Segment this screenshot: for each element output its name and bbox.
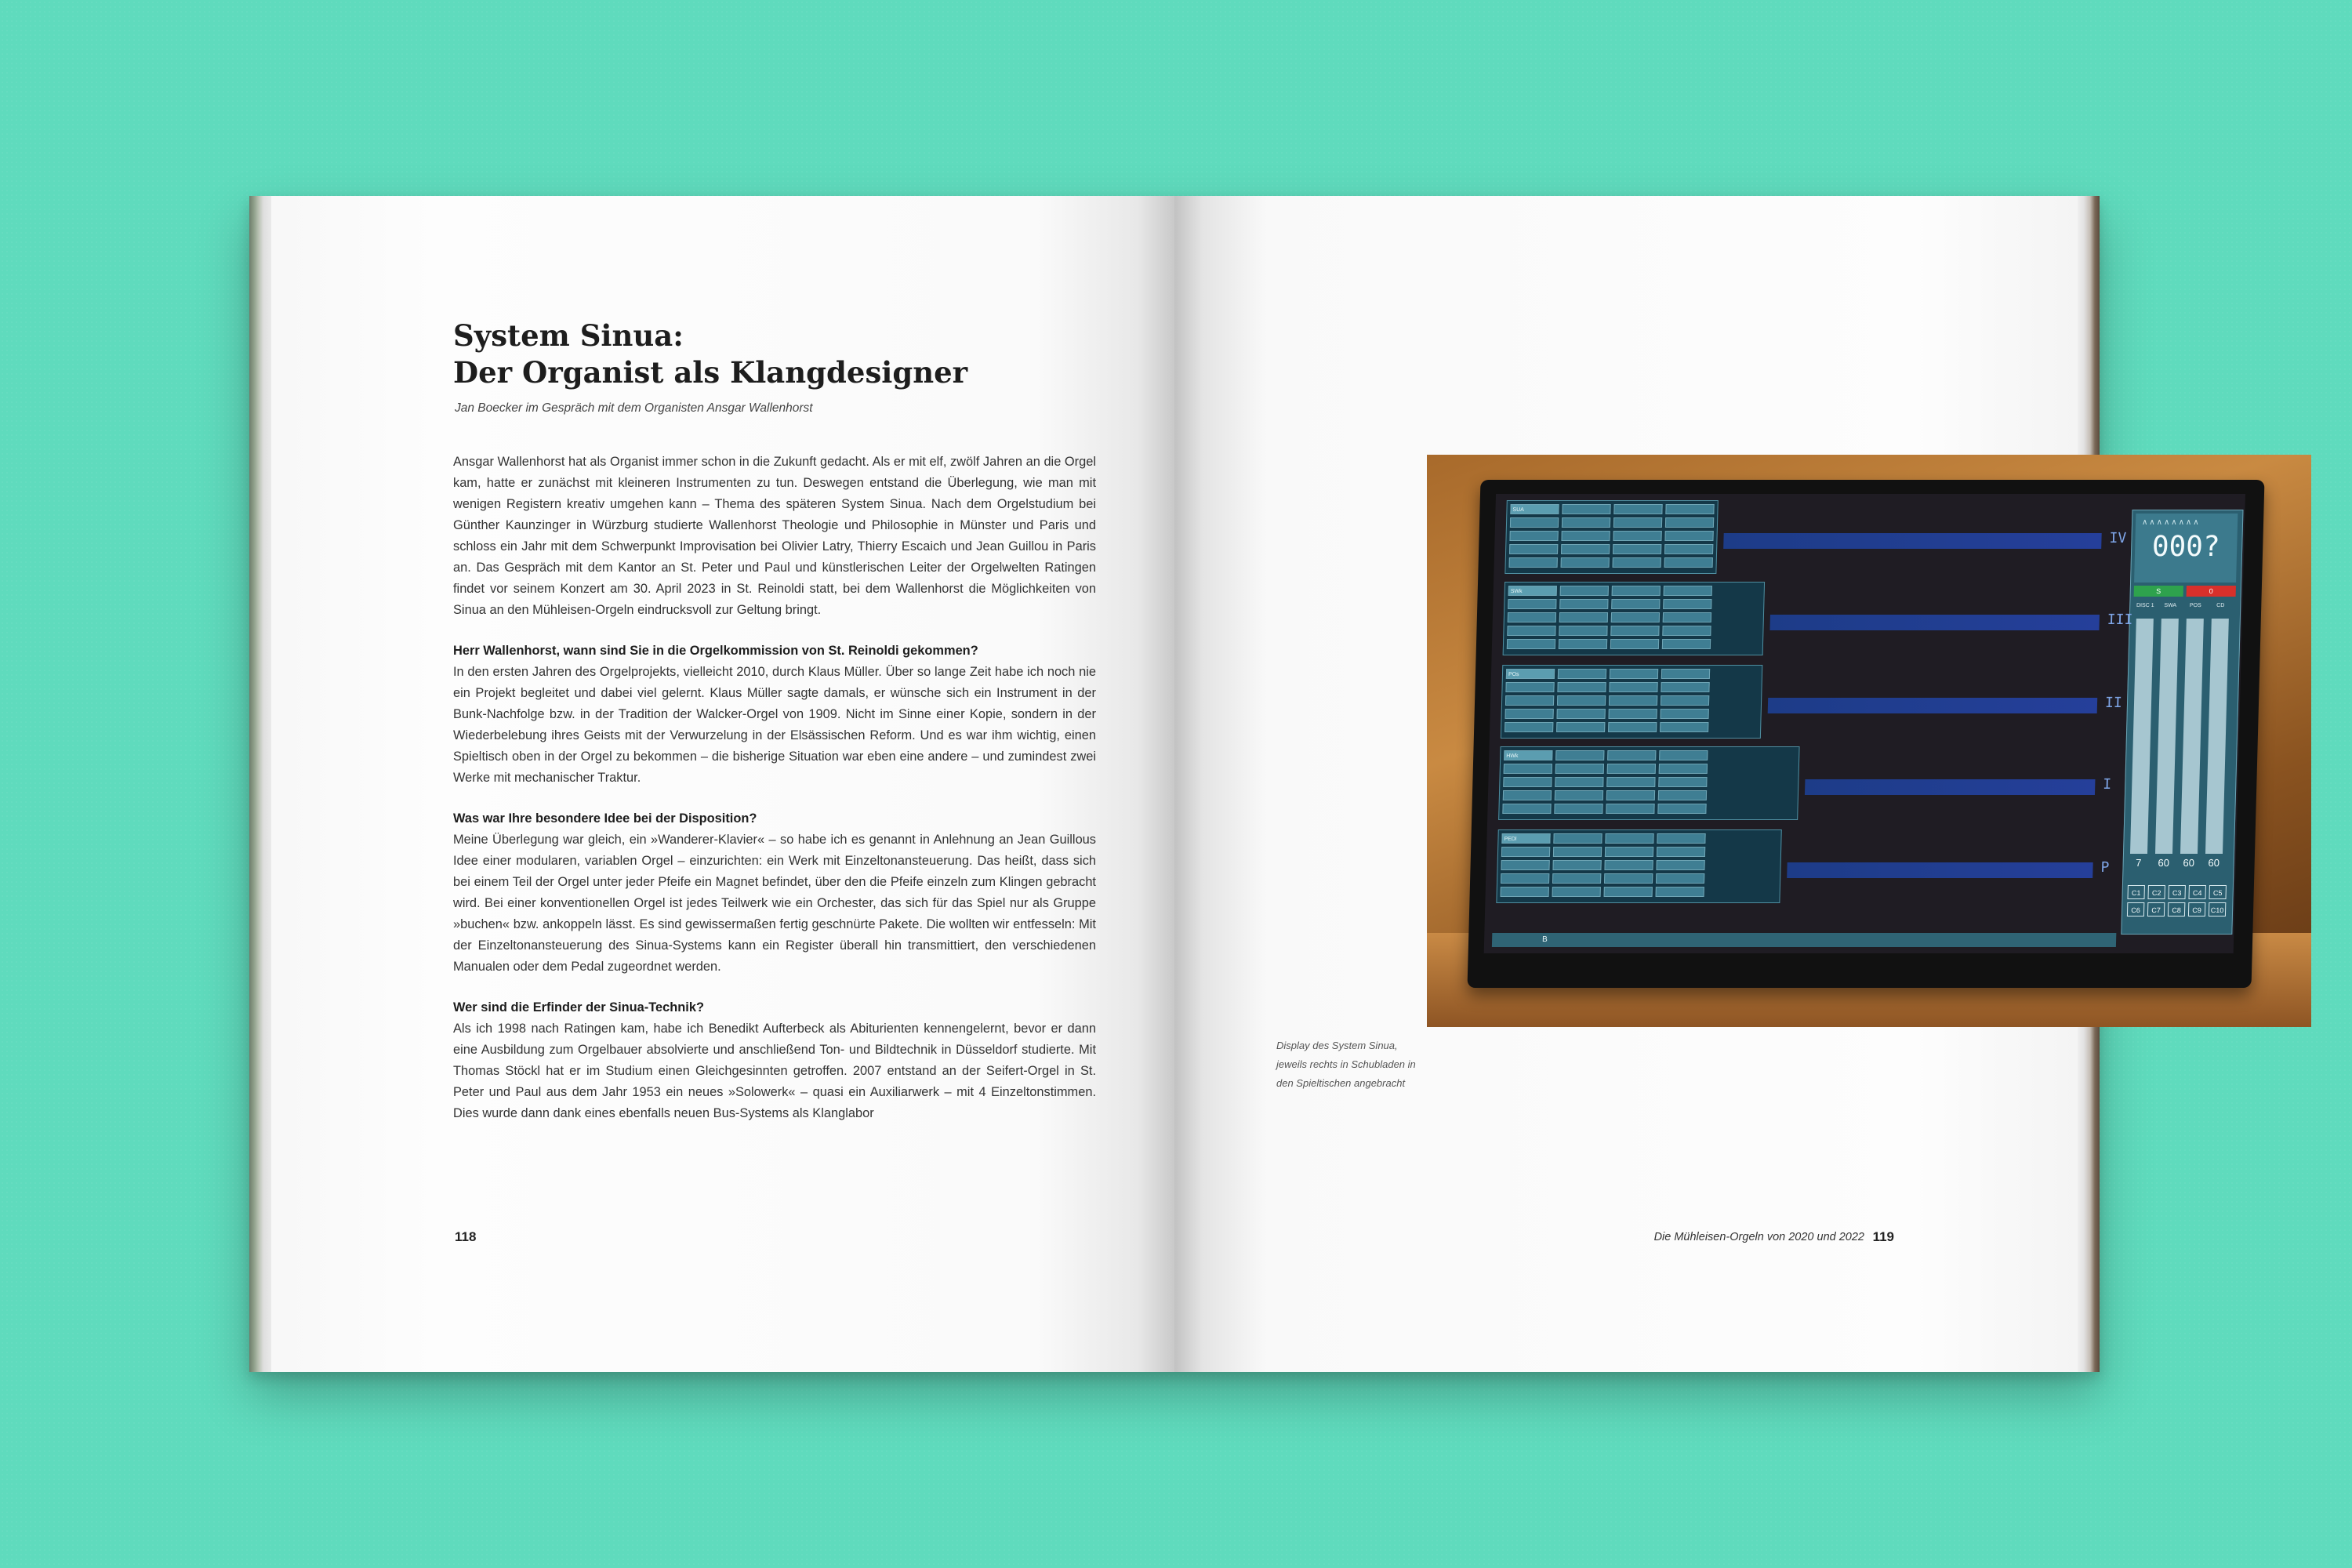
register-cell: [1661, 695, 1709, 706]
register-cell: [1608, 709, 1657, 719]
register-cell: [1661, 682, 1709, 692]
control-panel: [2121, 510, 2243, 935]
page-number-left: 118: [455, 1229, 477, 1244]
register-cell: [1553, 833, 1602, 844]
register-cell: [1613, 504, 1662, 514]
register-cell: [1561, 531, 1610, 541]
register-cell: [1552, 860, 1601, 870]
register-cell: [1658, 790, 1707, 800]
slider-value: 7: [2135, 857, 2142, 869]
register-cell: [1665, 504, 1714, 514]
question-2: Was war Ihre besondere Idee bei der Disposition?: [453, 811, 757, 826]
volume-slider: [2180, 619, 2204, 854]
register-cell: [1501, 860, 1549, 870]
register-cell: [1660, 709, 1708, 719]
open-book: [249, 196, 2225, 1372]
register-cell: [1504, 709, 1553, 719]
register-cell: [1556, 709, 1605, 719]
register-cell: [1559, 599, 1608, 609]
register-cell: [1665, 517, 1714, 528]
register-cell: [1607, 750, 1656, 760]
qa-block-1: [453, 641, 1096, 789]
green-button: S: [2134, 586, 2183, 597]
caption-line-3: den Spieltischen angebracht: [1276, 1077, 1406, 1089]
caption-line-2: jeweils rechts in Schubladen in: [1276, 1058, 1416, 1070]
register-cell: [1554, 804, 1602, 814]
register-cell: [1663, 599, 1711, 609]
register-cell: [1608, 722, 1657, 732]
manual-bar: [1805, 779, 2096, 795]
register-cell: [1559, 639, 1607, 649]
register-cell: [1509, 544, 1558, 554]
register-cell: [1562, 517, 1610, 528]
register-cell: [1509, 531, 1558, 541]
left-page: [249, 196, 1174, 1372]
register-cell: [1507, 639, 1555, 649]
register-cell: [1610, 669, 1658, 679]
zigzag-icon: ∧∧∧∧∧∧∧∧: [2141, 518, 2201, 527]
register-cell: [1604, 860, 1653, 870]
combination-button: C5: [2209, 885, 2226, 899]
register-cell: [1661, 669, 1710, 679]
register-cell: [1555, 790, 1603, 800]
register-cell: PEDl: [1501, 833, 1550, 844]
question-3: Wer sind die Erfinder der Sinua-Technik?: [453, 1000, 704, 1014]
register-cell: [1553, 847, 1602, 857]
register-cell: [1552, 887, 1601, 897]
caption-line-1: Display des System Sinua,: [1276, 1040, 1398, 1051]
register-cell: [1657, 833, 1705, 844]
register-cell: [1657, 804, 1706, 814]
volume-slider: [2205, 619, 2229, 854]
article-title: [453, 318, 967, 391]
register-cell: [1612, 586, 1661, 596]
combination-button: C2: [2147, 885, 2165, 899]
slider-value: 60: [2183, 857, 2195, 869]
article-body: [453, 452, 1096, 1144]
register-cell: [1659, 750, 1708, 760]
bottom-label: B: [1541, 935, 1548, 944]
qa-block-2: [453, 808, 1096, 978]
article-subtitle: Jan Boecker im Gespräch mit dem Organisten Ansgar Wallenhorst: [455, 401, 813, 415]
register-group: [1503, 582, 1765, 655]
register-cell: [1656, 873, 1704, 884]
combination-button: C3: [2168, 885, 2185, 899]
manual-label: IV: [2109, 530, 2127, 546]
sinua-display-photo: [1427, 455, 2311, 1025]
register-cell: [1505, 695, 1554, 706]
bottom-strip: [1492, 933, 2116, 947]
register-cell: [1558, 669, 1606, 679]
page-number-right: 119: [1872, 1229, 1894, 1244]
page-edge-left: [249, 196, 271, 1372]
register-cell: [1501, 847, 1550, 857]
register-cell: [1559, 626, 1607, 636]
slider-value: 60: [2208, 857, 2220, 869]
intro-paragraph: Ansgar Wallenhorst hat als Organist immer schon in die Zukunft gedacht. Als er mit elf, zwölf Jahren an die Orgel kam, hatte er zunächst mit kleineren Instrumenten zu tun. Deswegen entstand die Überlegung, wie man mit wenigen Registern kreativ umgehen kann – Thema des späteren System Sinua. Nach dem Orgelstudium bei Günther Kaunzinger in Würzburg studierte Wallenhorst Theologie und Philosophie in Münster und Paris und schloss ein Jahr mit dem Schwerpunkt Improvisation bei Olivier Latry, Thierry Escaich und Jean Guillou in Paris an. Das Gespräch mit dem Kantor an St. Peter und Paul und künstlerischen Leiter der Orgelwelten Ratingen findet vor seinem Konzert am 30. April 2023 in St. Reinoldi statt, bei dem Wallenhorst die Möglichkeiten von Sinua an den Mühleisen-Orgeln eindrucksvoll zur Geltung bringt.: [453, 455, 1096, 617]
answer-3: Als ich 1998 nach Ratingen kam, habe ich Benedikt Aufterbeck als Abiturienten kennengelernt, bevor er dann eine Ausbildung zum Orgelbauer absolvierte und anschließend Ton- und Bildtechnik in Düsseldorf studierte. Mit Thomas Stöckl hat er im Studium einen Gleichgesinnten getroffen. 2007 entstand an der Seifert-Orgel in St. Peter und Paul aus dem Jahr 1953 ein neues »Solowerk« – quasi ein Auxiliarwerk – mit 4 Einzeltonstimmen. Dies wurde dann dank eines ebenfalls neuen Bus-Systems als Klanglabor: [453, 1022, 1096, 1120]
register-cell: [1560, 586, 1609, 596]
touch-monitor: [1468, 480, 2265, 988]
answer-1: In den ersten Jahren des Orgelprojekts, vielleicht 2010, durch Klaus Müller. Über so lange Zeit habe ich noch nie ein Projekt begleitet und dabei viel gelernt. Klaus Müller sagte damals, er wünsche sich ein Instrument in der Bunk-Nachfolge bzw. in der Tradition der Walcker-Orgel von 1909. Nicht im Sinne einer Kopie, sondern in der Wiederbelebung ihres Geists mit der Verwurzelung in der Elsässischen Reform. Und es war ihm wichtig, einen Spieltisch oben in der Orgel zu bekommen – die bisherige Situation war eben eine andere – und zumindest zwei Werke mit mechanischer Traktur.: [453, 665, 1096, 785]
register-cell: [1656, 887, 1704, 897]
register-group: [1498, 746, 1799, 820]
register-cell: [1505, 682, 1554, 692]
register-cell: [1509, 557, 1558, 568]
register-cell: [1559, 612, 1608, 622]
register-group: [1501, 665, 1762, 739]
red-button: 0: [2187, 586, 2236, 597]
register-cell: [1660, 722, 1708, 732]
register-cell: POs: [1506, 669, 1555, 679]
right-page: [1174, 196, 2225, 1372]
register-cell: [1504, 764, 1552, 774]
volume-slider: [2130, 619, 2154, 854]
register-cell: [1656, 860, 1704, 870]
register-cell: [1557, 682, 1606, 692]
register-cell: [1611, 612, 1660, 622]
register-cell: [1504, 722, 1553, 732]
register-cell: [1507, 626, 1555, 636]
volume-slider: [2155, 619, 2179, 854]
register-cell: [1555, 764, 1604, 774]
register-group: [1504, 500, 1718, 574]
slider-label: SWA: [2164, 603, 2177, 608]
manual-bar: [1768, 698, 2098, 713]
register-cell: [1609, 695, 1657, 706]
register-cell: [1508, 599, 1556, 609]
register-cell: [1606, 777, 1655, 787]
combination-button: C9: [2188, 902, 2205, 916]
register-cell: HWk: [1504, 750, 1552, 760]
register-cell: [1501, 887, 1549, 897]
register-cell: [1561, 544, 1610, 554]
register-cell: [1508, 612, 1556, 622]
register-cell: [1502, 804, 1551, 814]
register-cell: [1609, 682, 1657, 692]
register-cell: [1606, 804, 1654, 814]
slider-label: DISC 1: [2136, 603, 2154, 608]
register-cell: [1664, 544, 1713, 554]
register-cell: [1556, 722, 1605, 732]
register-cell: [1606, 790, 1655, 800]
register-cell: [1501, 873, 1549, 884]
register-cell: [1664, 557, 1713, 568]
register-cell: [1659, 764, 1708, 774]
photo-caption: [1276, 1036, 1416, 1093]
register-cell: [1663, 612, 1711, 622]
register-cell: [1664, 586, 1712, 596]
register-cell: [1613, 517, 1662, 528]
register-cell: [1604, 887, 1653, 897]
sinua-screen: [1484, 494, 2245, 953]
register-cell: [1604, 873, 1653, 884]
slider-label: POS: [2189, 603, 2201, 608]
register-cell: [1664, 531, 1713, 541]
register-cell: [1605, 847, 1653, 857]
register-cell: [1610, 626, 1659, 636]
qa-block-3: [453, 997, 1096, 1124]
register-cell: [1611, 599, 1660, 609]
register-cell: [1503, 790, 1552, 800]
register-cell: [1613, 544, 1661, 554]
register-cell: [1561, 557, 1610, 568]
question-1: Herr Wallenhorst, wann sind Sie in die Orgelkommission von St. Reinoldi gekommen?: [453, 644, 978, 658]
slider-value: 60: [2158, 857, 2170, 869]
manual-label: P: [2100, 859, 2110, 876]
register-cell: [1510, 517, 1559, 528]
combination-button: C10: [2209, 902, 2226, 916]
display-box: [2134, 514, 2238, 583]
manual-bar: [1723, 533, 2102, 549]
register-cell: [1657, 847, 1705, 857]
register-cell: [1607, 764, 1656, 774]
combination-button: C8: [2168, 902, 2185, 916]
register-cell: [1662, 626, 1711, 636]
register-cell: [1552, 873, 1601, 884]
combination-button: C4: [2188, 885, 2205, 899]
register-cell: [1557, 695, 1606, 706]
register-group: [1496, 829, 1781, 903]
combination-button: C1: [2127, 885, 2144, 899]
register-cell: SUA: [1510, 504, 1559, 514]
manual-label: III: [2107, 612, 2133, 628]
manual-bar: [1769, 615, 2100, 630]
register-cell: [1503, 777, 1552, 787]
register-cell: [1562, 504, 1610, 514]
slider-label: CD: [2216, 603, 2225, 608]
register-cell: [1613, 531, 1661, 541]
register-cell: [1610, 639, 1659, 649]
running-head: Die Mühleisen-Orgeln von 2020 und 2022: [1653, 1231, 1864, 1243]
register-cell: [1613, 557, 1661, 568]
title-line-1: System Sinua:: [453, 318, 684, 353]
register-cell: [1555, 750, 1604, 760]
manual-bar: [1787, 862, 2093, 878]
register-cell: SWk: [1508, 586, 1557, 596]
combination-button: C7: [2147, 902, 2165, 916]
answer-2: Meine Überlegung war gleich, ein »Wanderer-Klavier« – so habe ich es genannt in Anlehnung an Jean Guillous Idee einer modularen, variablen Orgel – einzurichten: ein Werk mit Einzeltonansteuerung. Das heißt, dass sich bei einem Teil der Orgel unter jeder Pfeife ein Magnet befindet, über den die Pfeife einzeln zum Klingen gebracht wird. Bei einer konventionellen Orgel ist jedes Teilwerk wie ein Orchester, das sich für das Spiel nur als Gruppe »buchen« bzw. ankoppeln lässt. Es sind gewissermaßen fertig geschnürte Pakete. Die wollten wir entfesseln: Mit der Einzeltonansteuerung des Sinua-Systems kann ein Register überall hin transmittiert, den verschiedenen Manualen oder dem Pedal zugeordnet werden.: [453, 833, 1096, 974]
register-cell: [1662, 639, 1711, 649]
register-cell: [1658, 777, 1707, 787]
display-number: 000?: [2151, 531, 2221, 563]
title-line-2: Der Organist als Klangdesigner: [453, 355, 968, 390]
manual-label: II: [2104, 695, 2122, 711]
register-cell: [1555, 777, 1603, 787]
manual-label: I: [2103, 776, 2112, 793]
combination-button: C6: [2127, 902, 2144, 916]
register-cell: [1605, 833, 1653, 844]
